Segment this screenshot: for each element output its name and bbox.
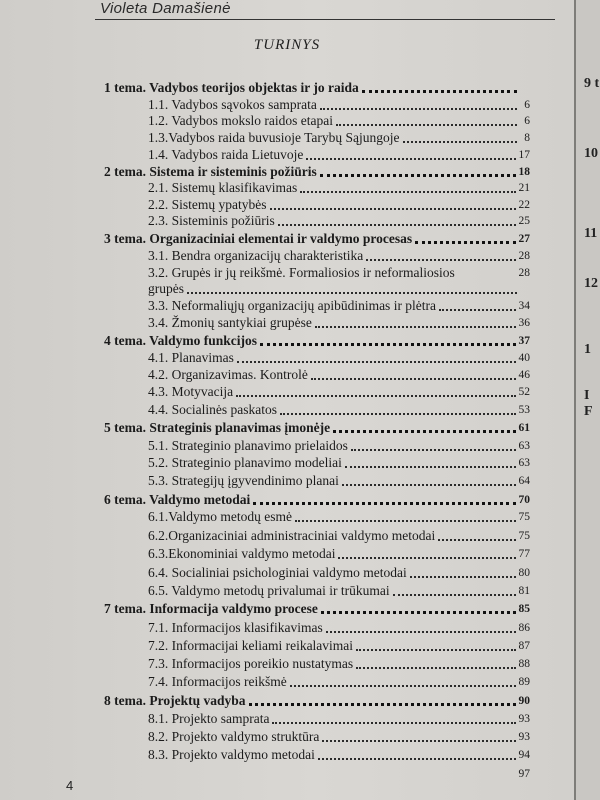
toc-entry-page: 46: [518, 369, 530, 381]
toc-entry-page: 93: [518, 713, 530, 725]
toc-entry-label: grupės: [148, 281, 184, 296]
toc-entry-page: 89: [518, 676, 530, 688]
dot-leader: [320, 174, 516, 177]
dot-leader: [236, 395, 515, 397]
toc-entry-label: 5.2. Strateginio planavimo modeliai: [148, 455, 342, 470]
toc-entry: [148, 246, 530, 264]
toc-entry-label: 7.4. Informacijos reikšmė: [148, 674, 287, 689]
toc-entry-page: 27: [518, 233, 530, 245]
toc-chapter-entry: [104, 599, 530, 617]
dot-leader: [315, 326, 516, 328]
toc-entry-label: 4.4. Socialinės paskatos: [148, 402, 277, 417]
toc-entry: [148, 507, 530, 525]
toc-entry-page: 64: [518, 475, 530, 487]
toc-entry-page: 85: [518, 603, 530, 615]
dot-leader: [403, 141, 517, 143]
dot-leader: [333, 430, 515, 433]
toc-entry-label: 4.2. Organizavimas. Kontrolė: [148, 367, 308, 382]
dot-leader: [356, 667, 515, 669]
toc-entry-page: 75: [518, 511, 530, 523]
toc-chapter-entry: [104, 691, 530, 709]
dot-leader: [438, 539, 515, 541]
toc-entry-page: 6: [524, 99, 530, 111]
toc-entry-label: 3.4. Žmonių santykiai grupėse: [148, 315, 312, 330]
toc-entry: [148, 145, 530, 163]
toc-entry: [148, 313, 530, 331]
toc-entry-label: 1.2. Vadybos mokslo raidos etapai: [148, 113, 333, 128]
toc-entry-page: 93: [518, 731, 530, 743]
toc-entry: [148, 211, 530, 229]
dot-leader: [362, 90, 517, 93]
toc-entry-label: 8 tema. Projektų vadyba: [104, 693, 246, 708]
toc-entry: [148, 672, 530, 690]
toc-entry-label: 6.1.Valdymo metodų esmė: [148, 509, 292, 524]
toc-chapter-entry: [104, 490, 530, 508]
dot-leader: [326, 631, 516, 633]
toc-entry: [148, 111, 530, 129]
toc-entry-page: 77: [518, 548, 530, 560]
toc-entry: [148, 436, 530, 454]
toc-entry: [148, 526, 530, 544]
right-page-fragment: I: [584, 388, 590, 403]
toc-entry: [148, 654, 530, 672]
book-page-right-edge: [576, 0, 600, 800]
toc-entry-label: 1.3.Vadybos raida buvusioje Tarybų Sąjungoje: [148, 130, 400, 145]
right-page-fragment: 12: [584, 276, 598, 291]
toc-entry-label: 3 tema. Organizaciniai elementai ir valdymo procesas: [104, 231, 413, 246]
dot-leader: [366, 259, 515, 261]
toc-entry: [148, 296, 530, 314]
dot-leader: [320, 108, 517, 110]
toc-entry-label: 8.2. Projekto valdymo struktūra: [148, 729, 320, 744]
toc-entry: [148, 279, 530, 297]
toc-entry-label: 3.1. Bendra organizacijų charakteristika: [148, 248, 364, 263]
running-header-author: Violeta Damašienė: [100, 0, 231, 17]
toc-entry-label: 6 tema. Valdymo metodai: [104, 492, 251, 507]
right-page-fragment: F: [584, 404, 593, 419]
toc-entry-label: 6.3.Ekonominiai valdymo metodai: [148, 546, 336, 561]
dot-leader: [300, 191, 515, 193]
toc-entry-label: 4 tema. Valdymo funkcijos: [104, 333, 258, 348]
dot-leader: [342, 484, 516, 486]
dot-leader: [351, 449, 516, 451]
toc-entry-label: 6.4. Socialiniai psichologiniai valdymo metodai: [148, 565, 407, 580]
toc-entry-label: 6.2.Organizaciniai administraciniai valdymo metodai: [148, 528, 436, 543]
dot-leader: [151, 777, 516, 779]
toc-chapter-entry: [104, 331, 530, 349]
dot-leader: [439, 309, 515, 311]
page-title: TURINYS: [253, 37, 321, 53]
toc-entry-page: 87: [518, 640, 530, 652]
toc-entry-page: 61: [518, 422, 530, 434]
dot-leader: [260, 343, 515, 346]
right-page-fragment: 10: [584, 146, 598, 161]
toc-chapter-entry: [104, 78, 530, 96]
toc-entry-label: 3.3. Neformaliųjų organizacijų apibūdinimas ir plėtra: [148, 298, 437, 313]
dot-leader: [336, 124, 517, 126]
dot-leader: [280, 413, 516, 415]
toc-entry: [148, 471, 530, 489]
toc-entry-page: 80: [518, 567, 530, 579]
toc-entry-page: 52: [518, 386, 530, 398]
toc-chapter-entry: [104, 229, 530, 247]
right-page-fragment: 9 t: [584, 76, 600, 91]
dot-leader: [338, 557, 515, 559]
toc-entry-page: 6: [524, 115, 530, 127]
toc-entry-label: 4.1. Planavimas: [148, 350, 234, 365]
toc-entry-page: 81: [518, 585, 530, 597]
toc-entry-page: 18: [518, 166, 530, 178]
toc-entry: [148, 348, 530, 366]
toc-entry-page: 63: [518, 440, 530, 452]
toc-entry-page: 70: [518, 494, 530, 506]
toc-entry-page: 97: [518, 768, 530, 780]
toc-entry-label: 8.3. Projekto valdymo metodai: [148, 747, 315, 762]
toc-entry-label: 1 tema. Vadybos teorijos objektas ir jo raida: [104, 80, 359, 95]
toc-entry-label: 8.1. Projekto samprata: [148, 711, 270, 726]
toc-entry: [148, 563, 530, 581]
toc-entry: [148, 618, 530, 636]
dot-leader: [237, 361, 516, 363]
toc-entry-page: 8: [524, 132, 530, 144]
dot-leader: [458, 276, 516, 278]
toc-entry: [148, 727, 530, 745]
toc-entry-label: 6.5. Valdymo metodų privalumai ir trūkumai: [148, 583, 390, 598]
dot-leader: [306, 158, 515, 160]
toc-entry-page: 86: [518, 622, 530, 634]
dot-leader: [253, 502, 515, 505]
dot-leader: [321, 611, 516, 614]
dot-leader: [249, 703, 516, 706]
dot-leader: [272, 722, 515, 724]
dot-leader: [345, 466, 516, 468]
toc-entry-page: 40: [518, 352, 530, 364]
toc-entry-page: 36: [518, 317, 530, 329]
toc-entry: [148, 544, 530, 562]
toc-chapter-entry: [104, 418, 530, 436]
toc-entry-label: 1.4. Vadybos raida Lietuvoje: [148, 147, 304, 162]
toc-entry-page: 53: [518, 404, 530, 416]
dot-leader: [318, 758, 516, 760]
toc-entry-page: 22: [518, 199, 530, 211]
toc-entry-page: 17: [518, 149, 530, 161]
dot-leader: [415, 241, 515, 244]
dot-leader: [295, 520, 516, 522]
dot-leader: [187, 292, 517, 294]
toc-entry: [148, 745, 530, 763]
dot-leader: [290, 685, 516, 687]
toc-entry: [148, 636, 530, 654]
dot-leader: [410, 576, 516, 578]
toc-entry: [148, 365, 530, 383]
right-page-fragment: 1: [584, 342, 591, 357]
toc-entry-page: 37: [518, 335, 530, 347]
toc-entry: [148, 178, 530, 196]
toc-entry-label: 4.3. Motyvacija: [148, 384, 234, 399]
toc-entry: [148, 128, 530, 146]
toc-entry-label: 7.1. Informacijos klasifikavimas: [148, 620, 323, 635]
toc-entry-page: 94: [518, 749, 530, 761]
toc-entry: [148, 400, 530, 418]
header-rule: [95, 19, 555, 20]
toc-entry-page: 63: [518, 457, 530, 469]
toc-entry-page: 28: [518, 267, 530, 279]
toc-entry-label: 5.3. Strategijų įgyvendinimo planai: [148, 473, 339, 488]
toc-entry-page: 21: [518, 182, 530, 194]
dot-leader: [270, 208, 516, 210]
dot-leader: [311, 378, 516, 380]
dot-leader: [322, 740, 515, 742]
toc-entry-label: 1.1. Vadybos sąvokos samprata: [148, 97, 317, 112]
toc-entry: [148, 581, 530, 599]
toc-entry-label: 5 tema. Strateginis planavimas įmonėje: [104, 420, 331, 435]
toc-entry-page: 90: [518, 695, 530, 707]
toc-entry-label: 3.2. Grupės ir jų reikšmė. Formaliosios ir neformaliosios: [148, 265, 455, 280]
toc-entry: [148, 453, 530, 471]
toc-entry-label: 2.1. Sistemų klasifikavimas: [148, 180, 298, 195]
dot-leader: [393, 594, 516, 596]
toc-entry-label: 2.3. Sisteminis požiūris: [148, 213, 275, 228]
toc-entry: [148, 764, 530, 782]
toc-entry-label: 5.1. Strateginio planavimo prielaidos: [148, 438, 348, 453]
right-page-fragment: 11: [584, 226, 598, 241]
toc-entry: [148, 709, 530, 727]
toc-entry-label: 7.3. Informacijos poreikio nustatymas: [148, 656, 354, 671]
dot-leader: [278, 224, 516, 226]
toc-entry-label: 2 tema. Sistema ir sisteminis požiūris: [104, 164, 317, 179]
toc-entry-page: 88: [518, 658, 530, 670]
toc-entry-page: 34: [518, 300, 530, 312]
toc-entry: [148, 382, 530, 400]
toc-entry-page: 25: [518, 215, 530, 227]
toc-entry-label: 7 tema. Informacija valdymo procese: [104, 601, 318, 616]
page-number: 4: [66, 778, 74, 793]
toc-entry-label: 7.2. Informacijai keliami reikalavimai: [148, 638, 354, 653]
toc-entry-page: 75: [518, 530, 530, 542]
toc-entry-label: 2.2. Sistemų ypatybės: [148, 197, 267, 212]
dot-leader: [356, 649, 515, 651]
toc-entry-page: 28: [518, 250, 530, 262]
